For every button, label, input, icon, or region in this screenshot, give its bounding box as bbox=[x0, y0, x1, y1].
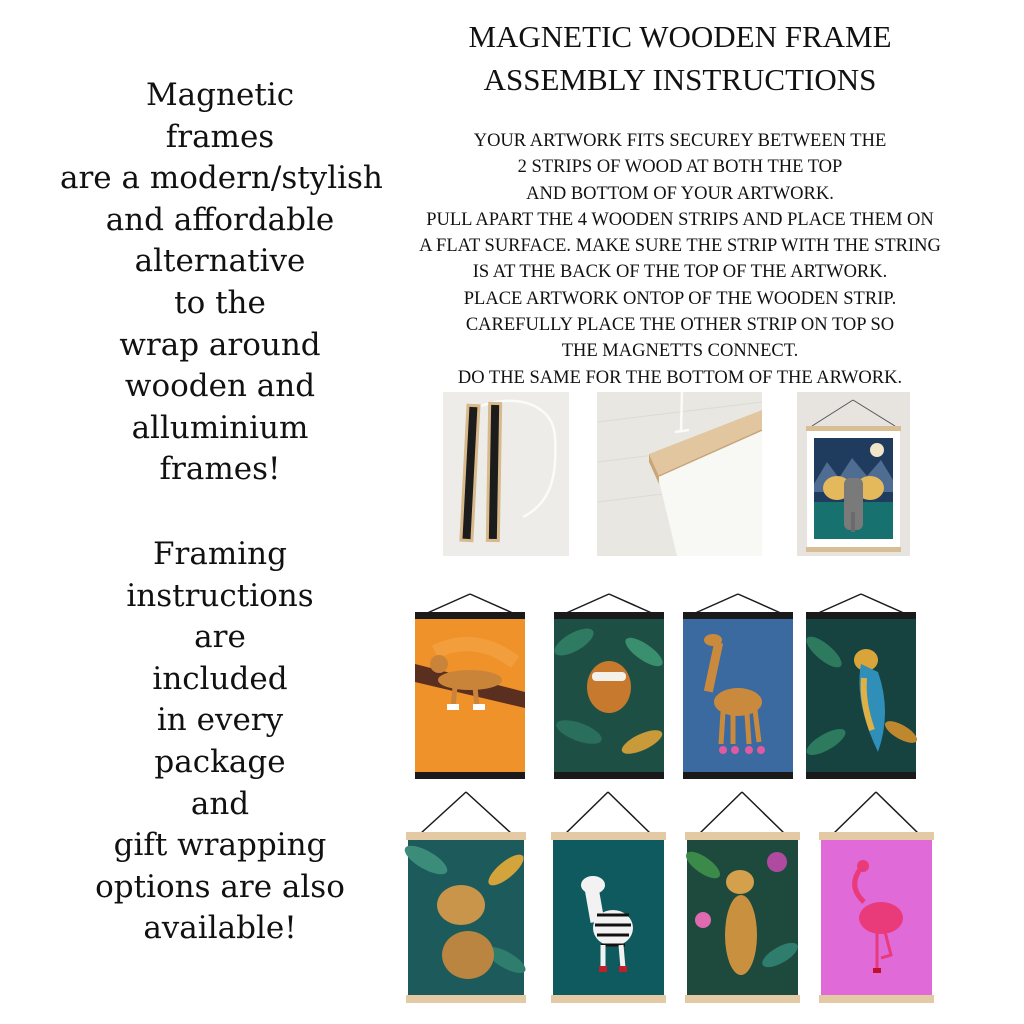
intro-line: frames bbox=[165, 118, 275, 155]
packaging-line: instructions bbox=[126, 577, 314, 614]
poster-macaw-parrot bbox=[806, 592, 916, 782]
poster-zebra-red-heels bbox=[551, 790, 666, 1005]
instruction-line: CAREFULLY PLACE THE OTHER STRIP ON TOP SO bbox=[465, 315, 895, 336]
intro-line: wooden and bbox=[124, 368, 316, 405]
page-title-line-2: ASSEMBLY INSTRUCTIONS bbox=[483, 62, 877, 97]
poster-flamingo-pink bbox=[819, 790, 934, 1005]
packaging-line: Framing bbox=[153, 536, 287, 572]
packaging-line: included bbox=[152, 660, 288, 697]
packaging-line: options are also bbox=[95, 868, 345, 905]
step-photo-top-strip bbox=[597, 392, 762, 556]
intro-line: alternative bbox=[134, 243, 306, 280]
page-title-line-1: MAGNETIC WOODEN FRAME bbox=[468, 19, 892, 54]
instruction-line: PLACE ARTWORK ONTOP OF THE WOODEN STRIP. bbox=[463, 288, 897, 309]
packaging-line: are bbox=[194, 619, 246, 656]
packaging-line: package bbox=[154, 743, 286, 780]
page-title bbox=[395, 15, 965, 101]
intro-line: and affordable bbox=[105, 201, 335, 238]
packaging-line: available! bbox=[143, 910, 297, 947]
instruction-line: THE MAGNETTS CONNECT. bbox=[561, 341, 799, 362]
intro-line: Magnetic bbox=[145, 77, 295, 113]
step-photo-framed-elephant bbox=[797, 392, 910, 556]
step-photo-strips bbox=[443, 392, 569, 556]
poster-giraffe-on-skates bbox=[683, 592, 793, 782]
intro-line: frames! bbox=[159, 451, 281, 488]
poster-leopard-on-branch bbox=[415, 592, 525, 782]
assembly-instructions bbox=[365, 128, 995, 391]
instruction-line: IS AT THE BACK OF THE TOP OF THE ARTWORK. bbox=[472, 262, 888, 283]
instruction-line: A FLAT SURFACE. MAKE SURE THE STRIP WITH THE STRING bbox=[419, 236, 941, 257]
instruction-line: PULL APART THE 4 WOODEN STRIPS AND PLACE THEM ON bbox=[426, 209, 934, 230]
intro-line: alluminium bbox=[131, 409, 309, 446]
packaging-line: and bbox=[190, 785, 250, 822]
instruction-line: YOUR ARTWORK FITS SECUREY BETWEEN THE bbox=[473, 131, 887, 151]
poster-tiger-in-jungle bbox=[554, 592, 664, 782]
intro-line: wrap around bbox=[119, 326, 321, 363]
packaging-line: in every bbox=[156, 702, 284, 739]
packaging-paragraph bbox=[60, 534, 380, 950]
instruction-line: 2 STRIPS OF WOOD AT BOTH THE TOP bbox=[517, 157, 843, 178]
instruction-line: DO THE SAME FOR THE BOTTOM OF THE ARWORK. bbox=[457, 367, 903, 388]
intro-line: to the bbox=[174, 284, 266, 321]
packaging-line: gift wrapping bbox=[113, 827, 327, 864]
instruction-line: AND BOTTOM OF YOUR ARTWORK. bbox=[526, 183, 834, 204]
intro-paragraph bbox=[60, 75, 383, 491]
poster-cheetah-in-flowers bbox=[685, 790, 800, 1005]
poster-jaguar-in-leaves bbox=[406, 790, 526, 1005]
intro-line: are a modern/stylish bbox=[60, 160, 383, 197]
